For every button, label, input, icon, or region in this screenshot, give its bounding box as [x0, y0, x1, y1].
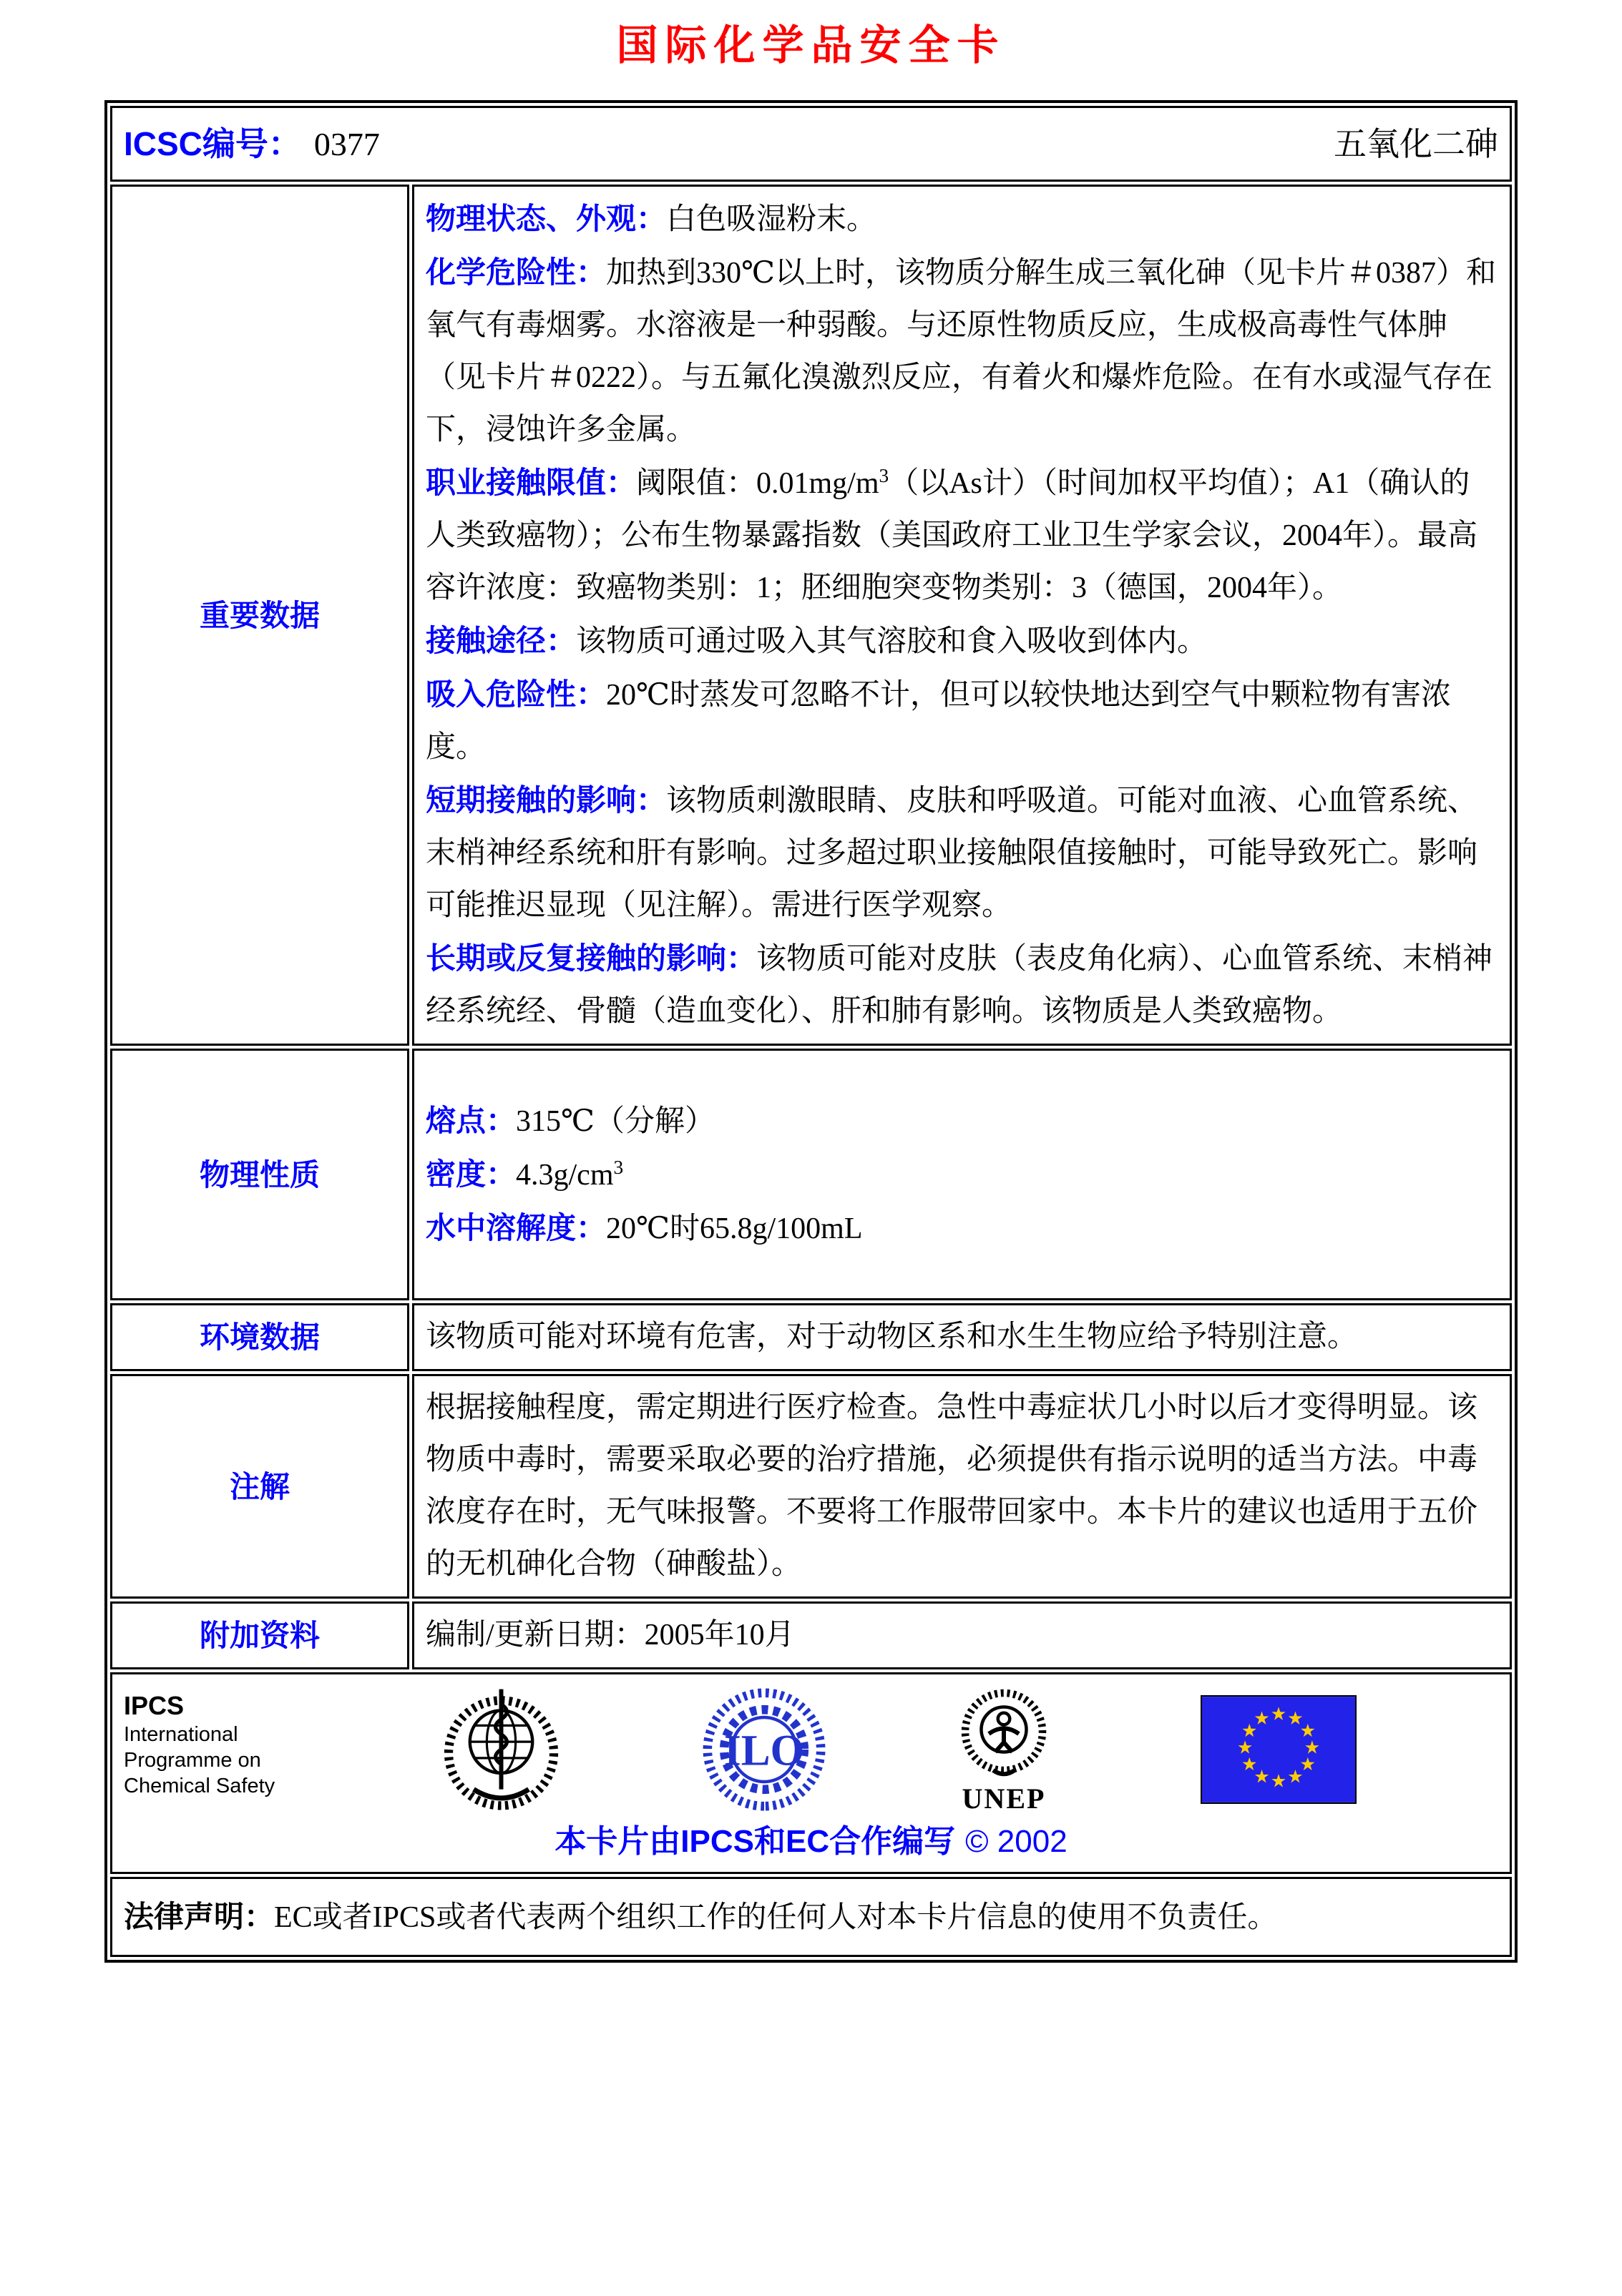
exposure-routes-label: 接触途径：	[426, 624, 577, 657]
environmental-data-row	[110, 1303, 1512, 1371]
melting-point-text: 315℃（分解）	[516, 1104, 715, 1138]
exposure-routes-text: 该物质可通过吸入其气溶胶和食入吸收到体内。	[576, 625, 1208, 658]
paragraph-water-solubility	[426, 1202, 1498, 1255]
paragraph-melting-point	[426, 1094, 1498, 1148]
oel-label: 职业接触限值：	[426, 466, 637, 499]
chemical-name: 五氧化二砷	[1334, 125, 1498, 162]
density-superscript: 3	[613, 1156, 624, 1178]
paragraph-chemical-danger	[426, 246, 1498, 456]
unep-logo-text: UNEP	[962, 1782, 1046, 1815]
ipcs-line-2: Programme on	[124, 1748, 261, 1772]
density-label: 密度：	[426, 1157, 517, 1191]
paragraph-exposure-routes	[426, 614, 1498, 668]
logos-row	[110, 1672, 1512, 1874]
safety-card-table	[104, 100, 1518, 1963]
water-solubility-text: 20℃时65.8g/100mL	[606, 1212, 863, 1245]
additional-info-content	[412, 1601, 1512, 1669]
important-data-row	[110, 185, 1512, 1046]
header-cell	[110, 106, 1512, 182]
long-term-label: 长期或反复接触的影响：	[426, 941, 757, 975]
icsc-number-group	[124, 118, 380, 170]
important-data-row-label: 重要数据	[110, 185, 409, 1046]
additional-info-row-label: 附加资料	[110, 1601, 409, 1669]
notes-text: 根据接触程度，需定期进行医疗检查。急性中毒症状几小时以后才变得明显。该物质中毒时，需要采取必要的治疗措施，必须提供有指示说明的适当方法。中毒浓度存在时，无气味报警。不要将工作服带回家中。本卡片的建议也适用于五价的无机砷化合物（砷酸盐）。	[426, 1391, 1478, 1581]
who-logo-icon	[439, 1684, 564, 1816]
ipcs-line-1: International	[124, 1722, 238, 1746]
physical-properties-row	[110, 1049, 1512, 1300]
environmental-data-content	[412, 1303, 1512, 1371]
appearance-text: 白色吸湿粉末。	[666, 203, 877, 236]
paragraph-density	[426, 1148, 1498, 1202]
header-row	[110, 106, 1512, 182]
environmental-data-text: 该物质可能对环境有危害，对于动物区系和水生生物应给予特别注意。	[426, 1320, 1358, 1353]
environmental-data-row-label: 环境数据	[110, 1303, 409, 1371]
oel-superscript: 3	[879, 465, 889, 486]
icsc-number-label: ICSC编号：	[124, 124, 301, 162]
legal-notice-label: 法律声明：	[124, 1899, 275, 1933]
ilo-logo-icon	[700, 1685, 829, 1814]
unep-logo-icon	[950, 1687, 1057, 1813]
logos-cell	[110, 1672, 1512, 1874]
footer-caption	[124, 1820, 1498, 1863]
notes-row	[110, 1374, 1512, 1599]
paragraph-inhalation-risk	[426, 668, 1498, 774]
short-term-text: 该物质刺激眼睛、皮肤和呼吸道。可能对血液、心血管系统、末梢神经系统和肝有影响。过多超过职业接触限值接触时，可能导致死亡。影响可能推迟显现（见注解）。需进行医学观察。	[426, 785, 1478, 922]
legal-notice-row	[110, 1877, 1512, 1957]
melting-point-label: 熔点：	[426, 1103, 517, 1137]
ipcs-acronym: IPCS	[124, 1690, 185, 1720]
density-text: 4.3g/cm	[516, 1158, 614, 1192]
appearance-label: 物理状态、外观：	[426, 202, 667, 235]
legal-notice-cell	[110, 1877, 1512, 1957]
long-term-text: 该物质可能对皮肤（表皮角化病）、心血管系统、末梢神经系统经、骨髓（造血变化）、肝和肺有影响。该物质是人类致癌物。	[426, 943, 1493, 1028]
important-data-content	[412, 185, 1512, 1046]
notes-row-label: 注解	[110, 1374, 409, 1599]
inhalation-risk-label: 吸入危险性：	[426, 677, 607, 711]
short-term-label: 短期接触的影响：	[426, 783, 667, 817]
ipcs-text-block	[124, 1684, 360, 1800]
oel-text-1: 阈限值：0.01mg/m	[636, 467, 879, 500]
physical-properties-content	[412, 1049, 1512, 1300]
physical-properties-row-label: 物理性质	[110, 1049, 409, 1300]
notes-content	[412, 1374, 1512, 1599]
ilo-logo-text: ILO	[723, 1726, 805, 1775]
paragraph-occupational-exposure-limit	[426, 456, 1498, 614]
paragraph-long-term-effects	[426, 932, 1498, 1038]
legal-notice-text: EC或者IPCS或者代表两个组织工作的任何人对本卡片信息的使用不负责任。	[274, 1900, 1278, 1934]
ipcs-line-3: Chemical Safety	[124, 1775, 275, 1797]
paragraph-appearance	[426, 192, 1498, 246]
inhalation-risk-text: 20℃时蒸发可忽略不计，但可以较快地达到空气中颗粒物有害浓度。	[426, 679, 1452, 764]
additional-info-text: 编制/更新日期：2005年10月	[426, 1619, 795, 1652]
water-solubility-label: 水中溶解度：	[426, 1210, 607, 1245]
additional-info-row	[110, 1601, 1512, 1669]
eu-flag-icon	[1201, 1695, 1357, 1804]
oel-text-2: （以As计）（时间加权平均值）；A1（确认的人类致癌物）；公布生物暴露指数（美国政府工业卫生学家会议，2004年）。最高容许浓度：致癌物类别：1；胚细胞突变物类别：3（德国，2004年）。	[426, 467, 1478, 604]
footer-copyright: © 2002	[965, 1823, 1068, 1859]
icsc-number-value: 0377	[313, 125, 380, 162]
paragraph-short-term-effects	[426, 774, 1498, 932]
footer-caption-text: 本卡片由IPCS和EC合作编写	[554, 1823, 956, 1859]
chemical-danger-label: 化学危险性：	[426, 255, 607, 289]
chemical-danger-text: 加热到330℃以上时，该物质分解生成三氧化砷（见卡片＃0387）和氧气有毒烟雾。水溶液是一种弱酸。与还原性物质反应，生成极高毒性气体胂（见卡片＃0222）。与五氟化溴激烈反应，有着火和爆炸危险。在有水或湿气存在下，浸蚀许多金属。	[426, 257, 1497, 446]
page-title: 国际化学品安全卡	[616, 22, 1006, 69]
